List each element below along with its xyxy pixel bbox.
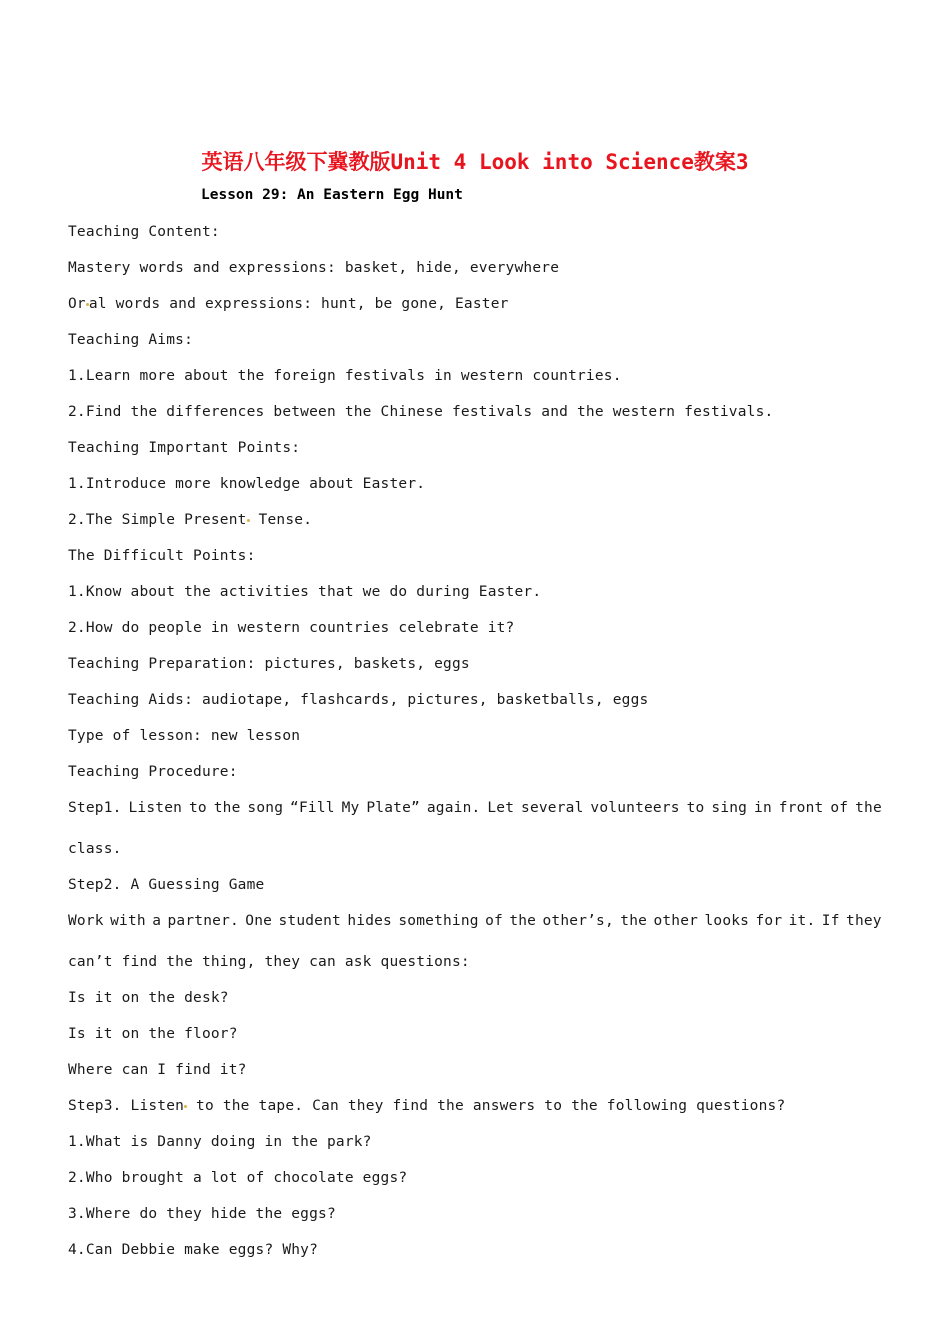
word: Listen	[128, 800, 183, 816]
text-fragment: Step3. Listen	[68, 1098, 185, 1114]
word: sing	[711, 800, 748, 816]
text-fragment: 2.The Simple Present	[68, 512, 247, 528]
text-line: Mastery words and expressions: basket, hide, everywhere	[68, 260, 560, 276]
text-fragment: al words and expressions: hunt, be gone, Easter	[88, 296, 509, 312]
word: Step1.	[68, 800, 122, 816]
text-line	[68, 1098, 785, 1114]
word: front	[778, 800, 824, 816]
text-line: Is it on the floor?	[68, 1026, 238, 1042]
text-fragment: Tense.	[249, 512, 313, 528]
word: the	[509, 913, 537, 929]
word: it.	[788, 913, 816, 929]
text-line: 3.Where do they hide the eggs?	[68, 1206, 336, 1222]
word: My	[341, 800, 360, 816]
word: again.	[426, 800, 481, 816]
text-line: Teaching Important Points:	[68, 440, 301, 456]
word: in	[754, 800, 772, 816]
text-line: class.	[68, 841, 122, 857]
text-line: Where can I find it?	[68, 1062, 247, 1078]
word: of	[485, 913, 503, 929]
word: Plate”	[366, 800, 420, 816]
word: of	[830, 800, 849, 816]
word: song	[247, 800, 284, 816]
text-line: Teaching Preparation: pictures, baskets, eggs	[68, 656, 470, 672]
word: with	[110, 913, 146, 929]
text-line: 1.What is Danny doing in the park?	[68, 1134, 372, 1150]
text-line: 1.Learn more about the foreign festivals in western countries.	[68, 368, 622, 384]
text-line	[68, 296, 509, 312]
text-line: Is it on the desk?	[68, 990, 229, 1006]
text-line: Teaching Aims:	[68, 332, 194, 348]
text-line: 1.Introduce more knowledge about Easter.	[68, 476, 426, 492]
word: Work	[68, 913, 104, 929]
word: student	[278, 913, 341, 929]
word: If	[821, 913, 840, 929]
word: they	[846, 913, 882, 929]
word: volunteers	[590, 800, 680, 816]
text-line-justified	[68, 800, 882, 816]
word: something	[398, 913, 479, 929]
word: the	[213, 800, 241, 816]
text-fragment: to the tape. Can they find the answers to the following questions?	[187, 1098, 786, 1114]
word: hides	[347, 913, 392, 929]
word: partner.	[167, 913, 239, 929]
text-fragment: Or	[68, 296, 86, 312]
text-line: Teaching Aids: audiotape, flashcards, pictures, basketballs, eggs	[68, 692, 649, 708]
text-line: 4.Can Debbie make eggs? Why?	[68, 1242, 319, 1258]
word: several	[521, 800, 584, 816]
text-line: Teaching Content:	[68, 224, 220, 240]
text-line: can’t find the thing, they can ask questions:	[68, 954, 470, 970]
word: to	[188, 800, 207, 816]
document-title: 英语八年级下冀教版Unit 4 Look into Science教案3	[201, 150, 749, 174]
word: other’s,	[542, 913, 614, 929]
word: the	[855, 800, 882, 816]
word: to	[686, 800, 705, 816]
text-line: Teaching Procedure:	[68, 764, 238, 780]
word: “Fill	[290, 800, 335, 816]
text-line	[68, 512, 312, 528]
text-line: 2.How do people in western countries celebrate it?	[68, 620, 515, 636]
lesson-subtitle: Lesson 29: An Eastern Egg Hunt	[201, 187, 463, 203]
text-line: The Difficult Points:	[68, 548, 256, 564]
word: for	[755, 913, 783, 929]
word: other	[653, 913, 699, 929]
text-line: Step2. A Guessing Game	[68, 877, 265, 893]
text-line-justified	[68, 913, 882, 929]
text-line: 1.Know about the activities that we do during Easter.	[68, 584, 542, 600]
word: looks	[704, 913, 750, 929]
word: the	[620, 913, 648, 929]
text-line: Type of lesson: new lesson	[68, 728, 301, 744]
word: a	[152, 913, 162, 929]
word: Let	[487, 800, 515, 816]
text-line: 2.Find the differences between the Chinese festivals and the western festivals.	[68, 404, 774, 420]
text-line: 2.Who brought a lot of chocolate eggs?	[68, 1170, 408, 1186]
word: One	[245, 913, 273, 929]
